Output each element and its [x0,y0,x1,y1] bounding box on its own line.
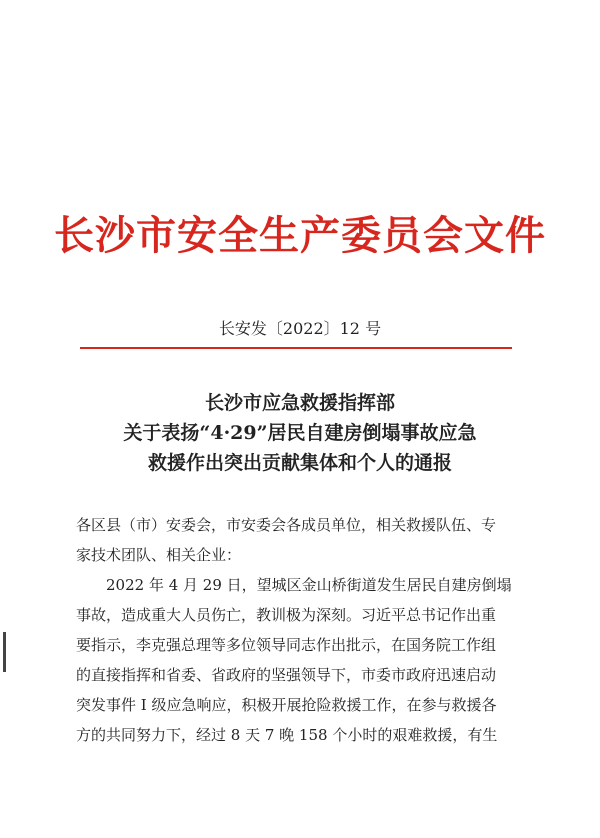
recipient-line: 各区县（市）安委会，市安委会各成员单位，相关救援队伍、专 [76,516,497,534]
notice-title [0,388,600,478]
recipient-line: 家技术团队、相关企业： [76,546,242,564]
notice-title-line: 关于表扬“4·29”居民自建房倒塌事故应急 [123,422,477,444]
document-number: 长安发〔2022〕12 号 [218,319,382,338]
document-header-title: 长沙市安全生产委员会文件 [54,212,546,259]
binding-mark [3,632,6,672]
notice-title-line: 救援作出突出贡献集体和个人的通报 [147,452,452,474]
notice-title-line: 长沙市应急救援指挥部 [204,392,395,414]
paragraph-line: 突发事件 I 级应急响应，积极开展抢险救援工作，在参与救援各 [76,696,497,714]
paragraph-line: 方的共同努力下，经过 8 天 7 晚 158 个小时的艰难救援，有生 [76,726,498,744]
paragraph-line: 事故，造成重大人员伤亡，教训极为深刻。习近平总书记作出重 [76,606,497,624]
paragraph-line: 要指示，李克强总理等多位领导同志作出批示，在国务院工作组 [76,636,497,654]
header-divider [80,347,512,349]
paragraph-line: 的直接指挥和省委、省政府的坚强领导下，市委市政府迅速启动 [76,666,497,684]
document-body [76,510,516,750]
paragraph-line: 2022 年 4 月 29 日，望城区金山桥街道发生居民自建房倒塌 [106,576,512,594]
